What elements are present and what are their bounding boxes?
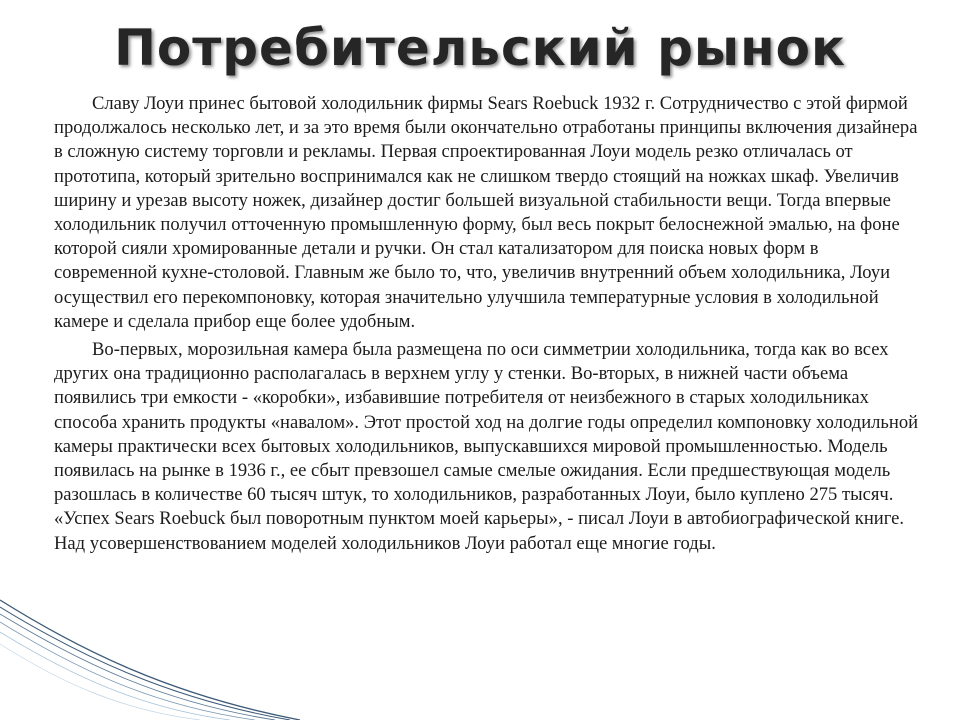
paragraph-1: Славу Лоуи принес бытовой холодильник фирмы Sears Roebuck 1932 г. Сотрудничество с этой фирмой продолжалось несколько лет, и за это время были окончательно отработаны принципы включения дизайнера в сложную систему торговли и рекламы. Первая спроектированная Лоуи модель резко отличалась от прототипа, который зрительно воспринимался как не слишком твердо стоящий на ножках шкаф. Увеличив ширину и урезав высоту ножек, дизайнер достиг большей визуальной стабильности вещи. Тогда впервые холодильник получил отточенную промышленную форму, был весь покрыт белоснежной эмалью, на фоне которой сияли хромированные детали и ручки. Он стал катализатором для поиска новых форм в современной кухне-столовой. Главным же было то, что, увеличив внутренний объем холодильника, Лоуи осуществил его перекомпоновку, которая значительно улучшила температурные условия в холодильной камере и сделала прибор еще более удобным.	[54, 93, 918, 332]
decorative-swoosh	[0, 560, 300, 720]
paragraph-2: Во-первых, морозильная камера была размещена по оси симметрии холодильника, тогда как во всех других она традиционно располагалась в верхнем углу у стенки. Во-вторых, в нижней части объема появились три емкости - «коробки», избавившие потребителя от неизбежного в старых холодильниках способа хранить продукты «навалом». Этот простой ход на долгие годы определил компоновку холодильной камеры практически всех бытовых холодильников, выпускавшихся мировой промышленностью. Модель появилась на рынке в 1936 г., ее сбыт превзошел самые смелые ожидания. Если предшествующая модель разошлась в количестве 60 тысяч штук, то холодильников, разработанных Лоуи, было куплено 275 тысяч. «Успех Sears Roebuck был поворотным пунктом моей карьеры», - писал Лоуи в автобиографической книге. Над усовершенствованием моделей холодильников Лоуи работал еще многие годы.	[54, 339, 919, 554]
slide-body	[54, 92, 922, 560]
slide-title: Потребительский рынок	[114, 19, 846, 77]
